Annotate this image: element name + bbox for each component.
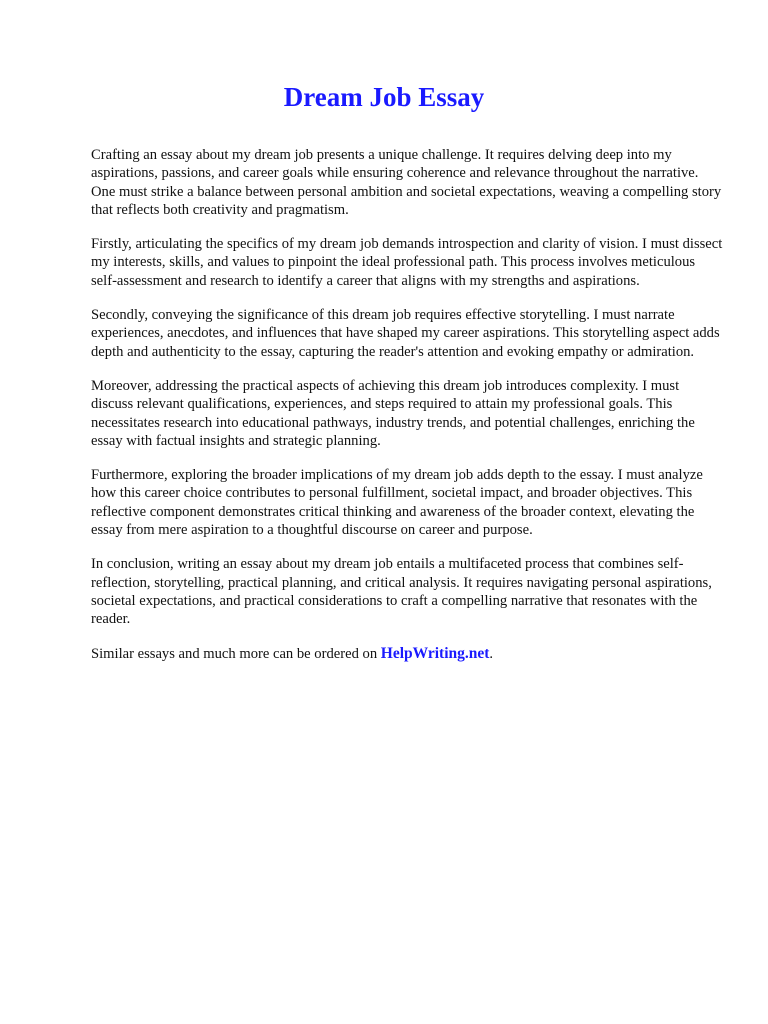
footer-prefix: Similar essays and much more can be ordered on [91,645,381,662]
footer-line [91,645,723,663]
paragraph-3: Secondly, conveying the significance of this dream job requires effective storytelling. I must narrate experiences, anecdotes, and influences that have shaped my career aspirations. This storytelling aspect adds depth and authenticity to the essay, capturing the reader's attention and evoking empathy or admiration. [91,307,720,360]
paragraph-5: Furthermore, exploring the broader implications of my dream job adds depth to the essay. I must analyze how this career choice contributes to personal fulfillment, societal impact, and broader objectives. This reflective component demonstrates critical thinking and awareness of the broader context, elevating the essay from mere aspiration to a thoughtful discourse on career and purpose. [91,467,703,539]
paragraph-1: Crafting an essay about my dream job presents a unique challenge. It requires delving deep into my aspirations, passions, and career goals while ensuring coherence and relevance throughout the narrative. One must strike a balance between personal ambition and societal expectations, weaving a compelling story that reflects both creativity and pragmatism. [91,147,722,218]
essay-body [91,146,723,663]
paragraph-4: Moreover, addressing the practical aspects of achieving this dream job introduces complexity. I must discuss relevant qualifications, experiences, and steps required to attain my professional goals. This necessitates research into educational pathways, industry trends, and potential challenges, enriching the essay with factual insights and strategic planning. [91,377,695,449]
footer-suffix: . [489,645,494,662]
helpwriting-link[interactable]: HelpWriting.net [380,644,490,662]
paragraph-2: Firstly, articulating the specifics of my dream job demands introspection and clarity of vision. I must dissect my interests, skills, and values to pinpoint the ideal professional path. This process involves meticulous self-assessment and research to identify a career that aligns with my strengths and aspirations. [91,236,723,289]
document-title: Dream Job Essay [283,82,485,112]
paragraph-6: In conclusion, writing an essay about my dream job entails a multifaceted process that combines self-reflection, storytelling, practical planning, and critical analysis. It requires navigating personal aspirations, societal expectations, and practical considerations to craft a compelling narrative that resonates with the reader. [91,556,712,628]
